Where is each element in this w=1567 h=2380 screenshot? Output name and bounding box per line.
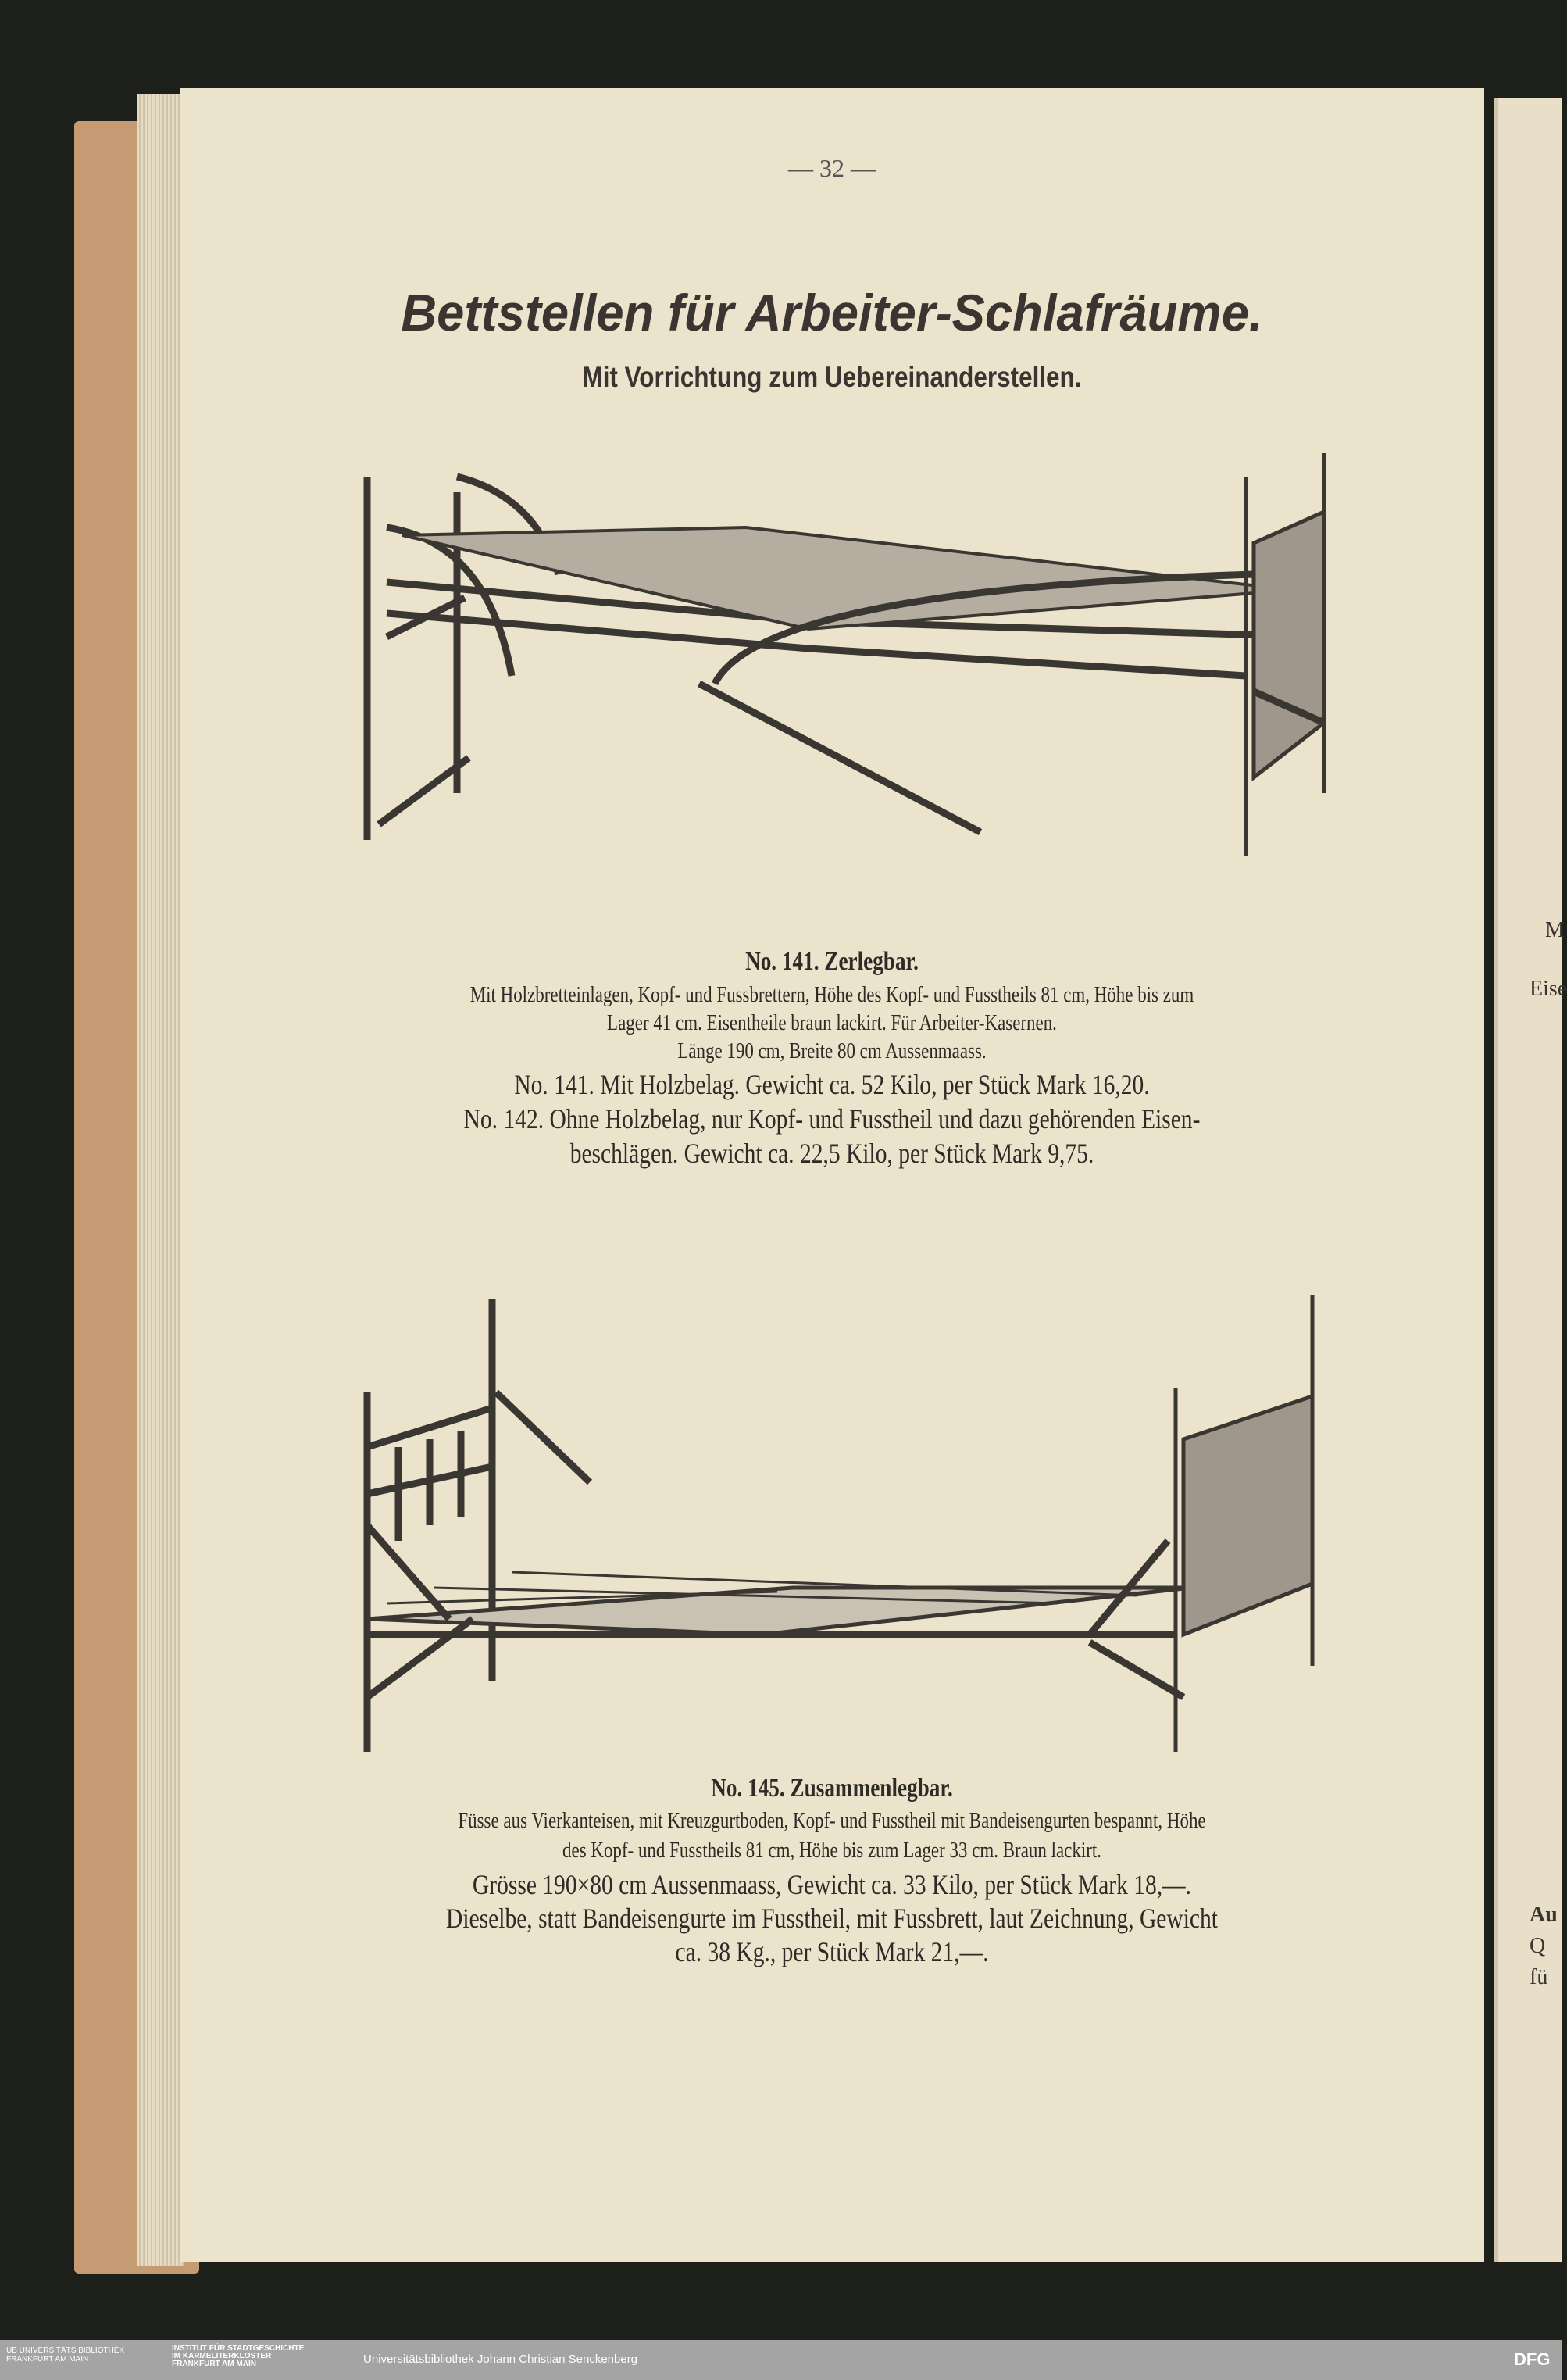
page-number: — 32 — [788,154,876,182]
bed-141-illustration [355,449,1394,934]
page-subtitle: Mit Vorrichtung zum Uebereinanderstellen. [582,361,1082,393]
institute-logo[interactable]: INSTITUT FÜR STADTGESCHICHTE IM KARMELITERKLOSTER FRANKFURT AM MAIN [172,2344,305,2368]
item-145-caption: No. 145. Zusammenlegbar. [711,1774,953,1803]
right-page [1494,98,1567,2262]
catalog-page [180,88,1484,2262]
item-145-desc-line: Füsse aus Vierkanteisen, mit Kreuzgurtboden, Kopf- und Fusstheil mit Bandeisengurten bespannt, Höhe [458,1809,1206,1833]
item-141-desc-line: Mit Holzbretteinlagen, Kopf- und Fussbrettern, Höhe des Kopf- und Fusstheils 81 cm, Höhe bis zum [469,983,1194,1007]
dfg-logo[interactable]: DFG [1514,2350,1551,2369]
viewer-footer [0,2340,1562,2380]
item-145-price-line: Grösse 190×80 cm Aussenmaass, Gewicht ca. 33 Kilo, per Stück Mark 18,—. [472,1869,1192,1900]
right-page-text: Au [1530,1903,1558,1927]
item-141-caption: No. 141. Zerlegbar. [745,947,919,976]
item-141-desc-line: Länge 190 cm, Breite 80 cm Aussenmaass. [677,1039,987,1063]
page-stack [137,94,184,2266]
right-page-text: Eise [1530,977,1567,1001]
library-name: Universitätsbibliothek Johann Christian Senckenberg [363,2353,638,2366]
item-141-desc-line: Lager 41 cm. Eisentheile braun lackirt. Für Arbeiter-Kasernen. [607,1011,1057,1035]
page-title: Bettstellen für Arbeiter-Schlafräume. [401,284,1263,341]
item-142-price-line: beschlägen. Gewicht ca. 22,5 Kilo, per Stück Mark 9,75. [569,1138,1094,1169]
right-page-text: Q [1530,1934,1546,1958]
item-142-price-line: No. 142. Ohne Holzbelag, nur Kopf- und Fusstheil und dazu gehörenden Eisen- [463,1103,1201,1135]
right-page-text: fü [1530,1965,1548,1989]
item-145-desc-line: des Kopf- und Fusstheils 81 cm, Höhe bis zum Lager 33 cm. Braun lackirt. [562,1839,1101,1863]
right-page-text: M [1545,918,1565,942]
bed-145-illustration [355,1291,1394,1775]
item-145-price-line: ca. 38 Kg., per Stück Mark 21,—. [675,1936,989,1967]
item-141-price-line: No. 141. Mit Holzbelag. Gewicht ca. 52 Kilo, per Stück Mark 16,20. [514,1069,1150,1100]
ub-logo[interactable]: UB UNIVERSITÄTS BIBLIOTHEK FRANKFURT AM MAIN [6,2346,125,2364]
item-145-price-line: Dieselbe, statt Bandeisengurte im Fusstheil, mit Fussbrett, laut Zeichnung, Gewicht [446,1903,1218,1934]
